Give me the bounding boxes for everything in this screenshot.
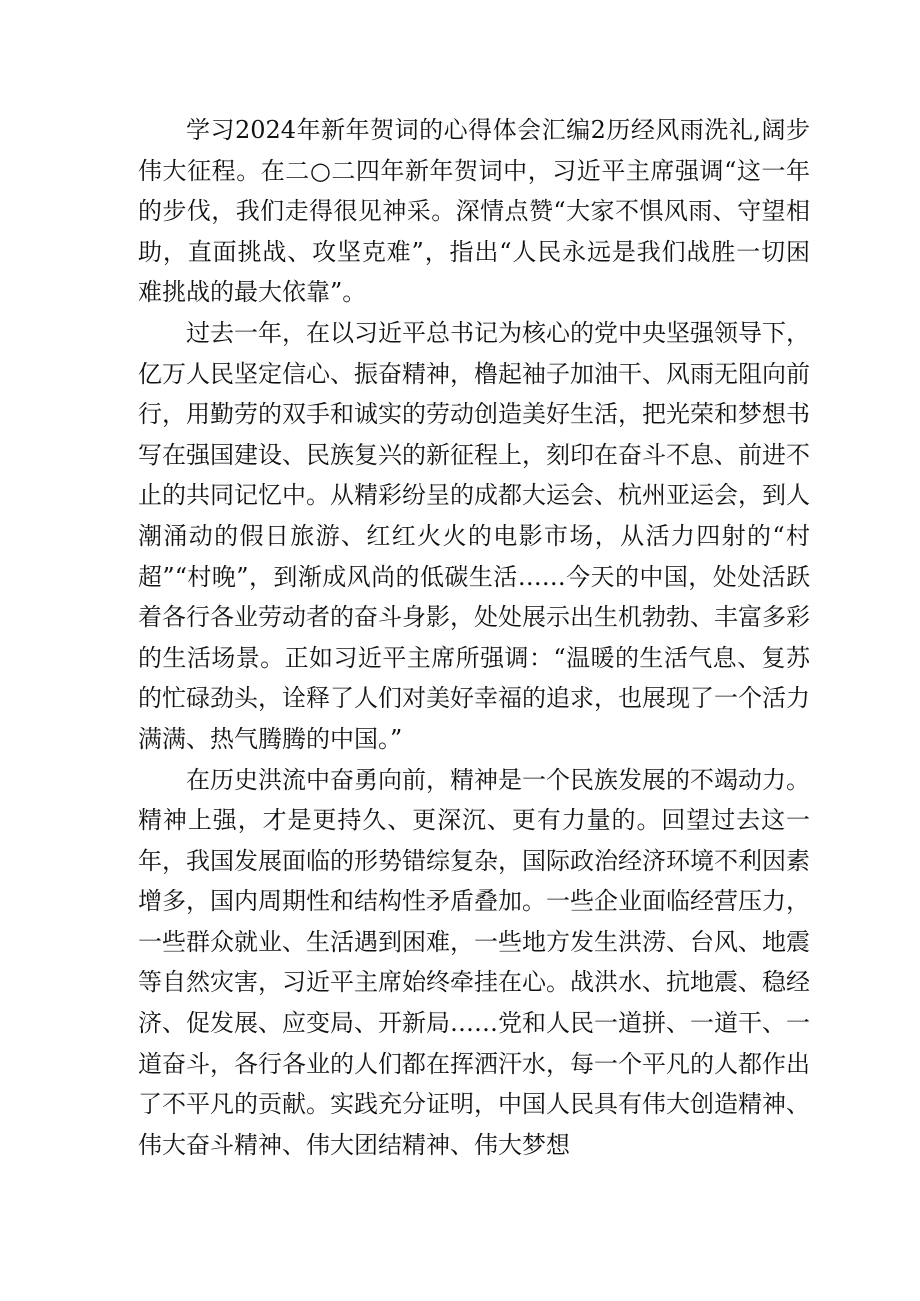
document-body	[138, 110, 810, 1165]
paragraph-1: 学习2024年新年贺词的心得体会汇编2历经风雨洗礼,阔步伟大征程。在二○二四年新年贺词中，习近平主席强调“这一年的步伐，我们走得很见神采。深情点赞“大家不惧风雨、守望相助，直面挑战、攻坚克难”，指出“人民永远是我们战胜一切困难挑战的最大依靠”。	[138, 116, 810, 307]
paragraph-2: 过去一年，在以习近平总书记为核心的党中央坚强领导下，亿万人民坚定信心、振奋精神，橹起袖子加油干、风雨无阻向前行，用勤劳的双手和诚实的劳动创造美好生活，把光荣和梦想书写在强国建设、民族复兴的新征程上，刻印在奋斗不息、前进不止的共同记忆中。从精彩纷呈的成都大运会、杭州亚运会，到人潮涌动的假日旅游、红红火火的电影市场，从活力四射的“村超”“村晚”，到渐成风尚的低碳生活……今天的中国，处处活跃着各行各业劳动者的奋斗身影，处处展示出生机勃勃、丰富多彩的生活场景。正如习近平主席所强调：“温暖的生活气息、复苏的忙碌劲头，诠释了人们对美好幸福的追求，也展现了一个活力满满、热气腾腾的中国。”	[138, 318, 810, 753]
paragraph-3: 在历史洪流中奋勇向前，精神是一个民族发展的不竭动力。精神上强，才是更持久、更深沉、更有力量的。回望过去这一年，我国发展面临的形势错综复杂，国际政治经济环境不利因素增多，国内周期性和结构性矛盾叠加。一些企业面临经营压力，一些群众就业、生活遇到困难，一些地方发生洪涝、台风、地震等自然灾害，习近平主席始终牵挂在心。战洪水、抗地震、稳经济、促发展、应变局、开新局……党和人民一道拼、一道干、一道奋斗，各行各业的人们都在挥洒汗水，每一个平凡的人都作出了不平凡的贡献。实践充分证明，中国人民具有伟大创造精神、伟大奋斗精神、伟大团结精神、伟大梦想	[138, 765, 810, 1159]
